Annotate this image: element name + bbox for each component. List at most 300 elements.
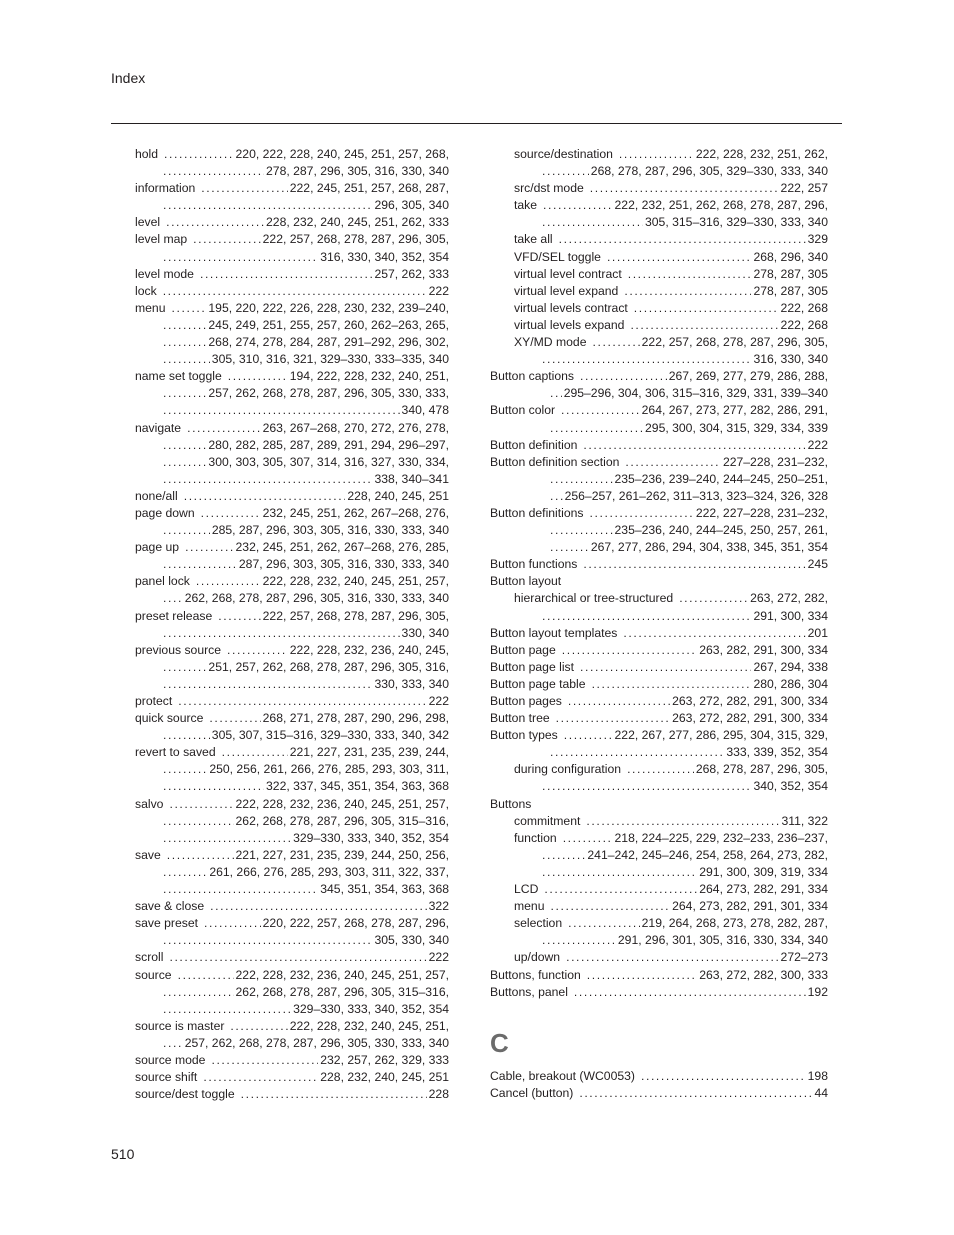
leader-dots <box>551 898 671 915</box>
leader-dots <box>211 1052 318 1069</box>
page-refs: 44 <box>814 1085 828 1100</box>
index-term: Buttons, function <box>490 967 581 982</box>
index-term: menu <box>135 300 166 315</box>
leader-dots <box>169 796 233 813</box>
right-entries <box>490 146 828 1001</box>
page-refs: 222 <box>807 437 828 452</box>
leader-dots <box>163 317 206 334</box>
page-refs: 221, 227, 231, 235, 239, 244, <box>289 745 449 760</box>
leader-dots <box>163 351 210 368</box>
leader-dots <box>241 1086 427 1103</box>
index-entry <box>135 368 449 385</box>
index-term: menu <box>514 899 545 914</box>
index-entry <box>490 231 828 248</box>
index-term: Button layout <box>490 574 562 589</box>
leader-dots <box>634 300 779 317</box>
page-refs: 222, 228, 232, 240, 245, 251, 257, <box>262 574 449 589</box>
index-term: virtual levels contract <box>514 300 628 315</box>
index-term: protect <box>135 694 173 708</box>
leader-dots <box>163 454 206 471</box>
index-entry <box>490 573 828 590</box>
leader-dots <box>568 915 640 932</box>
index-term: src/dst mode <box>514 181 584 196</box>
index-entry <box>490 967 828 984</box>
page-refs: 228, 240, 245, 251 <box>347 488 449 503</box>
page-refs: 264, 267, 273, 277, 282, 286, 291, <box>641 403 828 418</box>
leader-dots <box>172 300 207 317</box>
index-term: source/destination <box>514 147 613 161</box>
index-entry-continuation <box>490 163 828 180</box>
index-entry <box>135 146 449 163</box>
leader-dots <box>163 556 237 573</box>
leader-dots <box>209 710 260 727</box>
index-term: Button pages <box>490 694 562 708</box>
index-entry-continuation <box>490 608 828 625</box>
page-refs: 322, 337, 345, 351, 354, 363, 368 <box>266 779 449 794</box>
leader-dots <box>163 761 207 778</box>
page-refs: 267, 294, 338 <box>753 659 828 674</box>
index-entry <box>490 1068 828 1085</box>
leader-dots <box>579 1085 812 1102</box>
leader-dots <box>185 539 233 556</box>
index-entry-continuation <box>490 778 828 795</box>
leader-dots <box>163 778 264 795</box>
index-entry <box>490 727 828 744</box>
page-refs: 222, 257, 268, 278, 287, 296, 305, <box>262 232 449 247</box>
page-refs: 305, 310, 316, 321, 329–330, 333–335, 340 <box>211 352 449 367</box>
page-refs: 222, 257, 268, 278, 287, 296, 305, <box>262 608 449 623</box>
index-entry <box>490 813 828 830</box>
page-refs: 345, 351, 354, 363, 368 <box>320 882 449 897</box>
index-entry <box>135 488 449 505</box>
index-entry-continuation <box>490 522 828 539</box>
leader-dots <box>574 984 806 1001</box>
page-refs: 201 <box>807 625 828 640</box>
page-refs: 262, 268, 278, 287, 296, 305, 316, 330, 333, 340 <box>184 591 449 606</box>
leader-dots <box>590 505 694 522</box>
leader-dots <box>163 1035 183 1052</box>
leader-dots <box>564 727 613 744</box>
page-refs: 329–330, 333, 340, 352, 354 <box>293 830 449 845</box>
index-term: Button tree <box>490 711 550 726</box>
index-entry-continuation <box>490 744 828 761</box>
index-term: Buttons, panel <box>490 984 568 999</box>
page-refs: 300, 303, 305, 307, 314, 316, 327, 330, 334, <box>208 454 449 469</box>
page-refs: 263, 272, 282, 291, 300, 334 <box>672 694 828 708</box>
leader-dots <box>163 249 318 266</box>
leader-dots <box>163 864 207 881</box>
leader-dots <box>163 334 206 351</box>
leader-dots <box>163 522 210 539</box>
leader-dots <box>167 847 234 864</box>
index-term: commitment <box>514 813 581 828</box>
index-entry <box>135 967 449 984</box>
index-entry-continuation <box>490 214 828 231</box>
page-refs: 268, 296, 340 <box>753 249 828 264</box>
index-entry-continuation <box>135 454 449 471</box>
index-entry <box>135 949 449 966</box>
index-term: level map <box>135 232 188 247</box>
page-refs: 329 <box>807 232 828 247</box>
index-entry-continuation <box>135 351 449 368</box>
index-entry-continuation <box>490 351 828 368</box>
leader-dots <box>607 249 752 266</box>
index-entry <box>490 556 828 573</box>
page-refs: 268, 274, 278, 284, 287, 291–292, 296, 302, <box>208 335 449 350</box>
leader-dots <box>178 967 234 984</box>
index-entry <box>135 642 449 659</box>
leader-dots <box>163 932 372 949</box>
index-entry <box>490 368 828 385</box>
leader-dots <box>586 813 779 830</box>
index-entry-continuation <box>490 471 828 488</box>
index-entry <box>135 180 449 197</box>
leader-dots <box>184 488 346 505</box>
index-term: source is master <box>135 1018 225 1033</box>
index-term: save & close <box>135 899 205 914</box>
index-term: function <box>514 830 557 845</box>
leader-dots <box>218 608 260 625</box>
page-refs: 262, 268, 278, 287, 296, 305, 315–316, <box>235 984 449 999</box>
index-entry <box>490 984 828 1001</box>
leader-dots <box>550 488 563 505</box>
page-refs: 232, 257, 262, 329, 333 <box>320 1052 449 1067</box>
leader-dots <box>222 744 288 761</box>
leader-dots <box>583 437 805 454</box>
index-entry-continuation <box>135 659 449 676</box>
leader-dots <box>200 266 372 283</box>
index-entry <box>135 420 449 437</box>
index-entry <box>490 334 828 351</box>
page-refs: 228 <box>428 1087 449 1102</box>
index-entry <box>490 505 828 522</box>
index-entry <box>135 1052 449 1069</box>
index-entry <box>135 915 449 932</box>
index-entry-continuation <box>135 522 449 539</box>
leader-dots <box>550 744 724 761</box>
page-refs: 227–228, 231–232, <box>722 454 828 469</box>
index-term: Cable, breakout (WC0053) <box>490 1068 635 1083</box>
page-refs: 340, 352, 354 <box>753 779 828 794</box>
leader-dots <box>543 197 612 214</box>
index-entry <box>490 197 828 214</box>
leader-dots <box>625 454 721 471</box>
index-term: level mode <box>135 266 194 281</box>
index-entry <box>490 710 828 727</box>
leader-dots <box>203 1069 318 1086</box>
index-term: Button page list <box>490 659 575 674</box>
page-refs: 198 <box>807 1068 828 1083</box>
index-term: previous source <box>135 642 222 657</box>
index-entry-continuation <box>135 932 449 949</box>
leader-dots <box>201 505 261 522</box>
index-entry <box>490 642 828 659</box>
leader-dots <box>163 385 206 402</box>
index-entry-continuation <box>490 932 828 949</box>
page-refs: 232, 245, 251, 262, 267–268, 276, <box>262 505 449 520</box>
index-entry <box>490 761 828 778</box>
index-entry-continuation <box>135 197 449 214</box>
leader-dots <box>566 949 778 966</box>
page-refs: 330, 340 <box>401 625 449 640</box>
index-term: quick source <box>135 711 204 726</box>
page-refs: 222 <box>428 694 449 708</box>
leader-dots <box>163 1001 291 1018</box>
page-refs: 222, 228, 232, 240, 245, 251, <box>289 1018 449 1033</box>
index-entry-continuation <box>135 437 449 454</box>
index-term: information <box>135 181 196 196</box>
page-refs: 228, 232, 240, 245, 251, 262, 333 <box>266 215 449 230</box>
leader-dots <box>542 778 751 795</box>
index-term: page up <box>135 540 180 555</box>
page-refs: 222 <box>428 283 449 298</box>
index-entry-continuation <box>490 488 828 505</box>
page-refs: 291, 300, 309, 319, 334 <box>699 864 828 879</box>
page-refs: 262, 268, 278, 287, 296, 305, 315–316, <box>235 813 449 828</box>
leader-dots <box>542 864 697 881</box>
index-term: take all <box>514 232 553 247</box>
leader-dots <box>580 368 667 385</box>
page-refs: 333, 339, 352, 354 <box>726 745 828 760</box>
leader-dots <box>542 163 589 180</box>
leader-dots <box>164 146 233 163</box>
index-entry-continuation <box>135 334 449 351</box>
page-refs: 245, 249, 251, 255, 257, 260, 262–263, 265, <box>208 317 449 332</box>
index-entry-continuation <box>135 385 449 402</box>
index-entry <box>490 437 828 454</box>
index-term: revert to saved <box>135 745 216 760</box>
index-term: lock <box>135 283 157 298</box>
page-refs: 232, 245, 251, 262, 267–268, 276, 285, <box>235 540 449 555</box>
page-refs: 222, 232, 251, 262, 268, 278, 287, 296, <box>614 198 828 213</box>
leader-dots <box>679 590 748 607</box>
page-refs: 192 <box>807 984 828 999</box>
index-entry <box>490 898 828 915</box>
index-entry <box>490 830 828 847</box>
leader-dots <box>590 180 779 197</box>
index-term: name set toggle <box>135 369 222 384</box>
index-entry <box>490 317 828 334</box>
leader-dots <box>163 984 234 1001</box>
index-term: panel lock <box>135 574 190 589</box>
index-entry <box>490 881 828 898</box>
index-term: Button types <box>490 728 558 743</box>
index-term: selection <box>514 916 563 931</box>
leader-dots <box>227 642 288 659</box>
page-refs: 305, 330, 340 <box>374 933 449 948</box>
index-entry-continuation <box>135 881 449 898</box>
index-entry-continuation <box>490 420 828 437</box>
page-refs: 272–273 <box>780 950 828 965</box>
page-refs: 296, 305, 340 <box>374 198 449 213</box>
leader-dots <box>630 317 778 334</box>
leader-dots <box>550 471 613 488</box>
leader-dots <box>193 231 260 248</box>
page-refs: 194, 222, 228, 232, 240, 251, <box>289 369 449 384</box>
leader-dots <box>624 283 751 300</box>
index-entry-continuation <box>135 984 449 1001</box>
leader-dots <box>228 368 288 385</box>
index-entry <box>135 847 449 864</box>
page-refs: 278, 287, 296, 305, 316, 330, 340 <box>266 164 449 179</box>
page-refs: 222, 227–228, 231–232, <box>695 505 828 520</box>
leader-dots <box>178 693 426 710</box>
page-refs: 268, 271, 278, 287, 290, 296, 298, <box>262 711 449 726</box>
leader-dots <box>163 283 427 300</box>
page-refs: 263, 272, 282, 300, 333 <box>699 967 828 982</box>
leader-dots <box>550 420 643 437</box>
index-term: virtual level expand <box>514 283 619 298</box>
index-entry <box>135 214 449 231</box>
leader-dots <box>163 590 183 607</box>
index-term: navigate <box>135 420 182 435</box>
index-term: save <box>135 847 161 862</box>
index-entry-continuation <box>135 778 449 795</box>
leader-dots <box>592 334 639 351</box>
index-entry <box>135 608 449 625</box>
page-number: 510 <box>111 1146 135 1162</box>
section-c-entries <box>490 1068 828 1102</box>
page-refs: 222, 228, 232, 236, 240, 245, 251, 257, <box>235 796 449 811</box>
leader-dots <box>542 932 616 949</box>
index-term: Button definition <box>490 437 578 452</box>
leader-dots <box>204 915 261 932</box>
index-term: Button page table <box>490 676 586 691</box>
page-refs: 220, 222, 257, 268, 278, 287, 296, <box>262 916 449 931</box>
leader-dots <box>163 813 234 830</box>
index-term: Button definitions <box>490 505 584 520</box>
index-entry <box>135 505 449 522</box>
index-term: hierarchical or tree-structured <box>514 591 674 606</box>
index-term: source <box>135 967 172 982</box>
index-entry-continuation <box>135 163 449 180</box>
index-term: hold <box>135 147 159 161</box>
index-entry <box>490 659 828 676</box>
page-refs: 311, 322 <box>781 813 828 828</box>
page-refs: 268, 278, 287, 296, 305, 329–330, 333, 340 <box>590 164 828 179</box>
index-term: salvo <box>135 796 164 811</box>
page-refs: 291, 300, 334 <box>753 608 828 623</box>
page-refs: 235–236, 239–240, 244–245, 250–251, <box>614 471 828 486</box>
page-refs: 295, 300, 304, 315, 329, 334, 339 <box>645 420 828 435</box>
index-entry <box>135 539 449 556</box>
index-entry-continuation <box>490 847 828 864</box>
index-entry <box>135 744 449 761</box>
index-term: during configuration <box>514 762 622 777</box>
index-entry-continuation <box>135 249 449 266</box>
page-refs: 316, 330, 340, 352, 354 <box>320 249 449 264</box>
index-term: Buttons <box>490 796 532 811</box>
page-refs: 263, 272, 282, <box>750 591 828 606</box>
page-refs: 222, 228, 232, 236, 240, 245, 251, 257, <box>235 967 449 982</box>
index-term: scroll <box>135 950 164 965</box>
page-refs: 278, 287, 305 <box>753 266 828 281</box>
index-term: preset release <box>135 608 213 623</box>
leader-dots <box>163 830 291 847</box>
index-entry-continuation <box>135 676 449 693</box>
leader-dots <box>163 676 372 693</box>
page-refs: 263, 267–268, 270, 272, 276, 278, <box>262 420 449 435</box>
index-entry-continuation <box>490 539 828 556</box>
page-refs: 285, 287, 296, 303, 305, 316, 330, 333, 340 <box>211 523 449 538</box>
leader-dots <box>542 847 585 864</box>
index-term: Button page <box>490 642 556 657</box>
index-entry <box>135 266 449 283</box>
index-entry <box>135 796 449 813</box>
leader-dots <box>163 727 210 744</box>
leader-dots <box>163 471 372 488</box>
page-refs: 222, 257 <box>780 181 828 196</box>
leader-dots <box>568 693 670 710</box>
page-refs: 235–236, 240, 244–245, 250, 257, 261, <box>614 523 828 538</box>
index-entry <box>490 949 828 966</box>
index-entry <box>490 266 828 283</box>
index-term: source/dest toggle <box>135 1087 235 1102</box>
page-refs: 295–296, 304, 306, 315–316, 329, 331, 339–340 <box>563 386 828 401</box>
page-refs: 222 <box>428 950 449 965</box>
index-entry-continuation <box>135 864 449 881</box>
page-refs: 261, 266, 276, 285, 293, 303, 311, 322, 337, <box>209 864 449 879</box>
index-entry-continuation <box>135 317 449 334</box>
index-entry <box>135 898 449 915</box>
page-refs: 241–242, 245–246, 254, 258, 264, 273, 282, <box>587 847 828 862</box>
page-refs: 219, 264, 268, 273, 278, 282, 287, <box>641 916 828 931</box>
page-refs: 256–257, 261–262, 311–313, 323–324, 326, 328 <box>564 488 828 503</box>
leader-dots <box>587 967 697 984</box>
page-refs: 268, 278, 287, 296, 305, <box>695 762 828 777</box>
index-entry <box>490 676 828 693</box>
header-rule <box>111 123 842 124</box>
leader-dots <box>187 420 261 437</box>
index-entry <box>490 590 828 607</box>
leader-dots <box>550 385 562 402</box>
index-entry-continuation <box>135 727 449 744</box>
leader-dots <box>210 898 427 915</box>
page-refs: 278, 287, 305 <box>753 283 828 298</box>
index-entry <box>490 146 828 163</box>
page-refs: 245 <box>807 557 828 572</box>
page-refs: 322 <box>428 899 449 914</box>
index-entry <box>135 573 449 590</box>
leader-dots <box>166 214 264 231</box>
page-refs: 340, 478 <box>401 403 449 418</box>
page-refs: 218, 224–225, 229, 232–233, 236–237, <box>614 830 828 845</box>
index-entry <box>135 231 449 248</box>
page-refs: 264, 273, 282, 291, 301, 334 <box>672 899 828 914</box>
page-refs: 305, 315–316, 329–330, 333, 340 <box>645 215 828 230</box>
leader-dots <box>562 642 698 659</box>
index-entry <box>135 1086 449 1103</box>
index-entry <box>490 1085 828 1102</box>
index-term: source shift <box>135 1070 198 1085</box>
index-term: none/all <box>135 488 178 503</box>
leader-dots <box>163 625 400 642</box>
index-entry <box>135 283 449 300</box>
leader-dots <box>542 214 643 231</box>
leader-dots <box>623 625 805 642</box>
index-entry-continuation <box>135 761 449 778</box>
page-refs: 267, 277, 286, 294, 304, 338, 345, 351, 354 <box>590 540 828 555</box>
leader-dots <box>580 659 751 676</box>
index-term: Button color <box>490 403 556 418</box>
leader-dots <box>583 556 805 573</box>
index-entry <box>135 300 449 317</box>
leader-dots <box>619 146 694 163</box>
page-refs: 305, 307, 315–316, 329–330, 333, 340, 342 <box>211 728 449 743</box>
leader-dots <box>544 881 697 898</box>
index-term: VFD/SEL toggle <box>514 249 601 264</box>
page-refs: 221, 227, 231, 235, 239, 244, 250, 256, <box>235 847 449 862</box>
